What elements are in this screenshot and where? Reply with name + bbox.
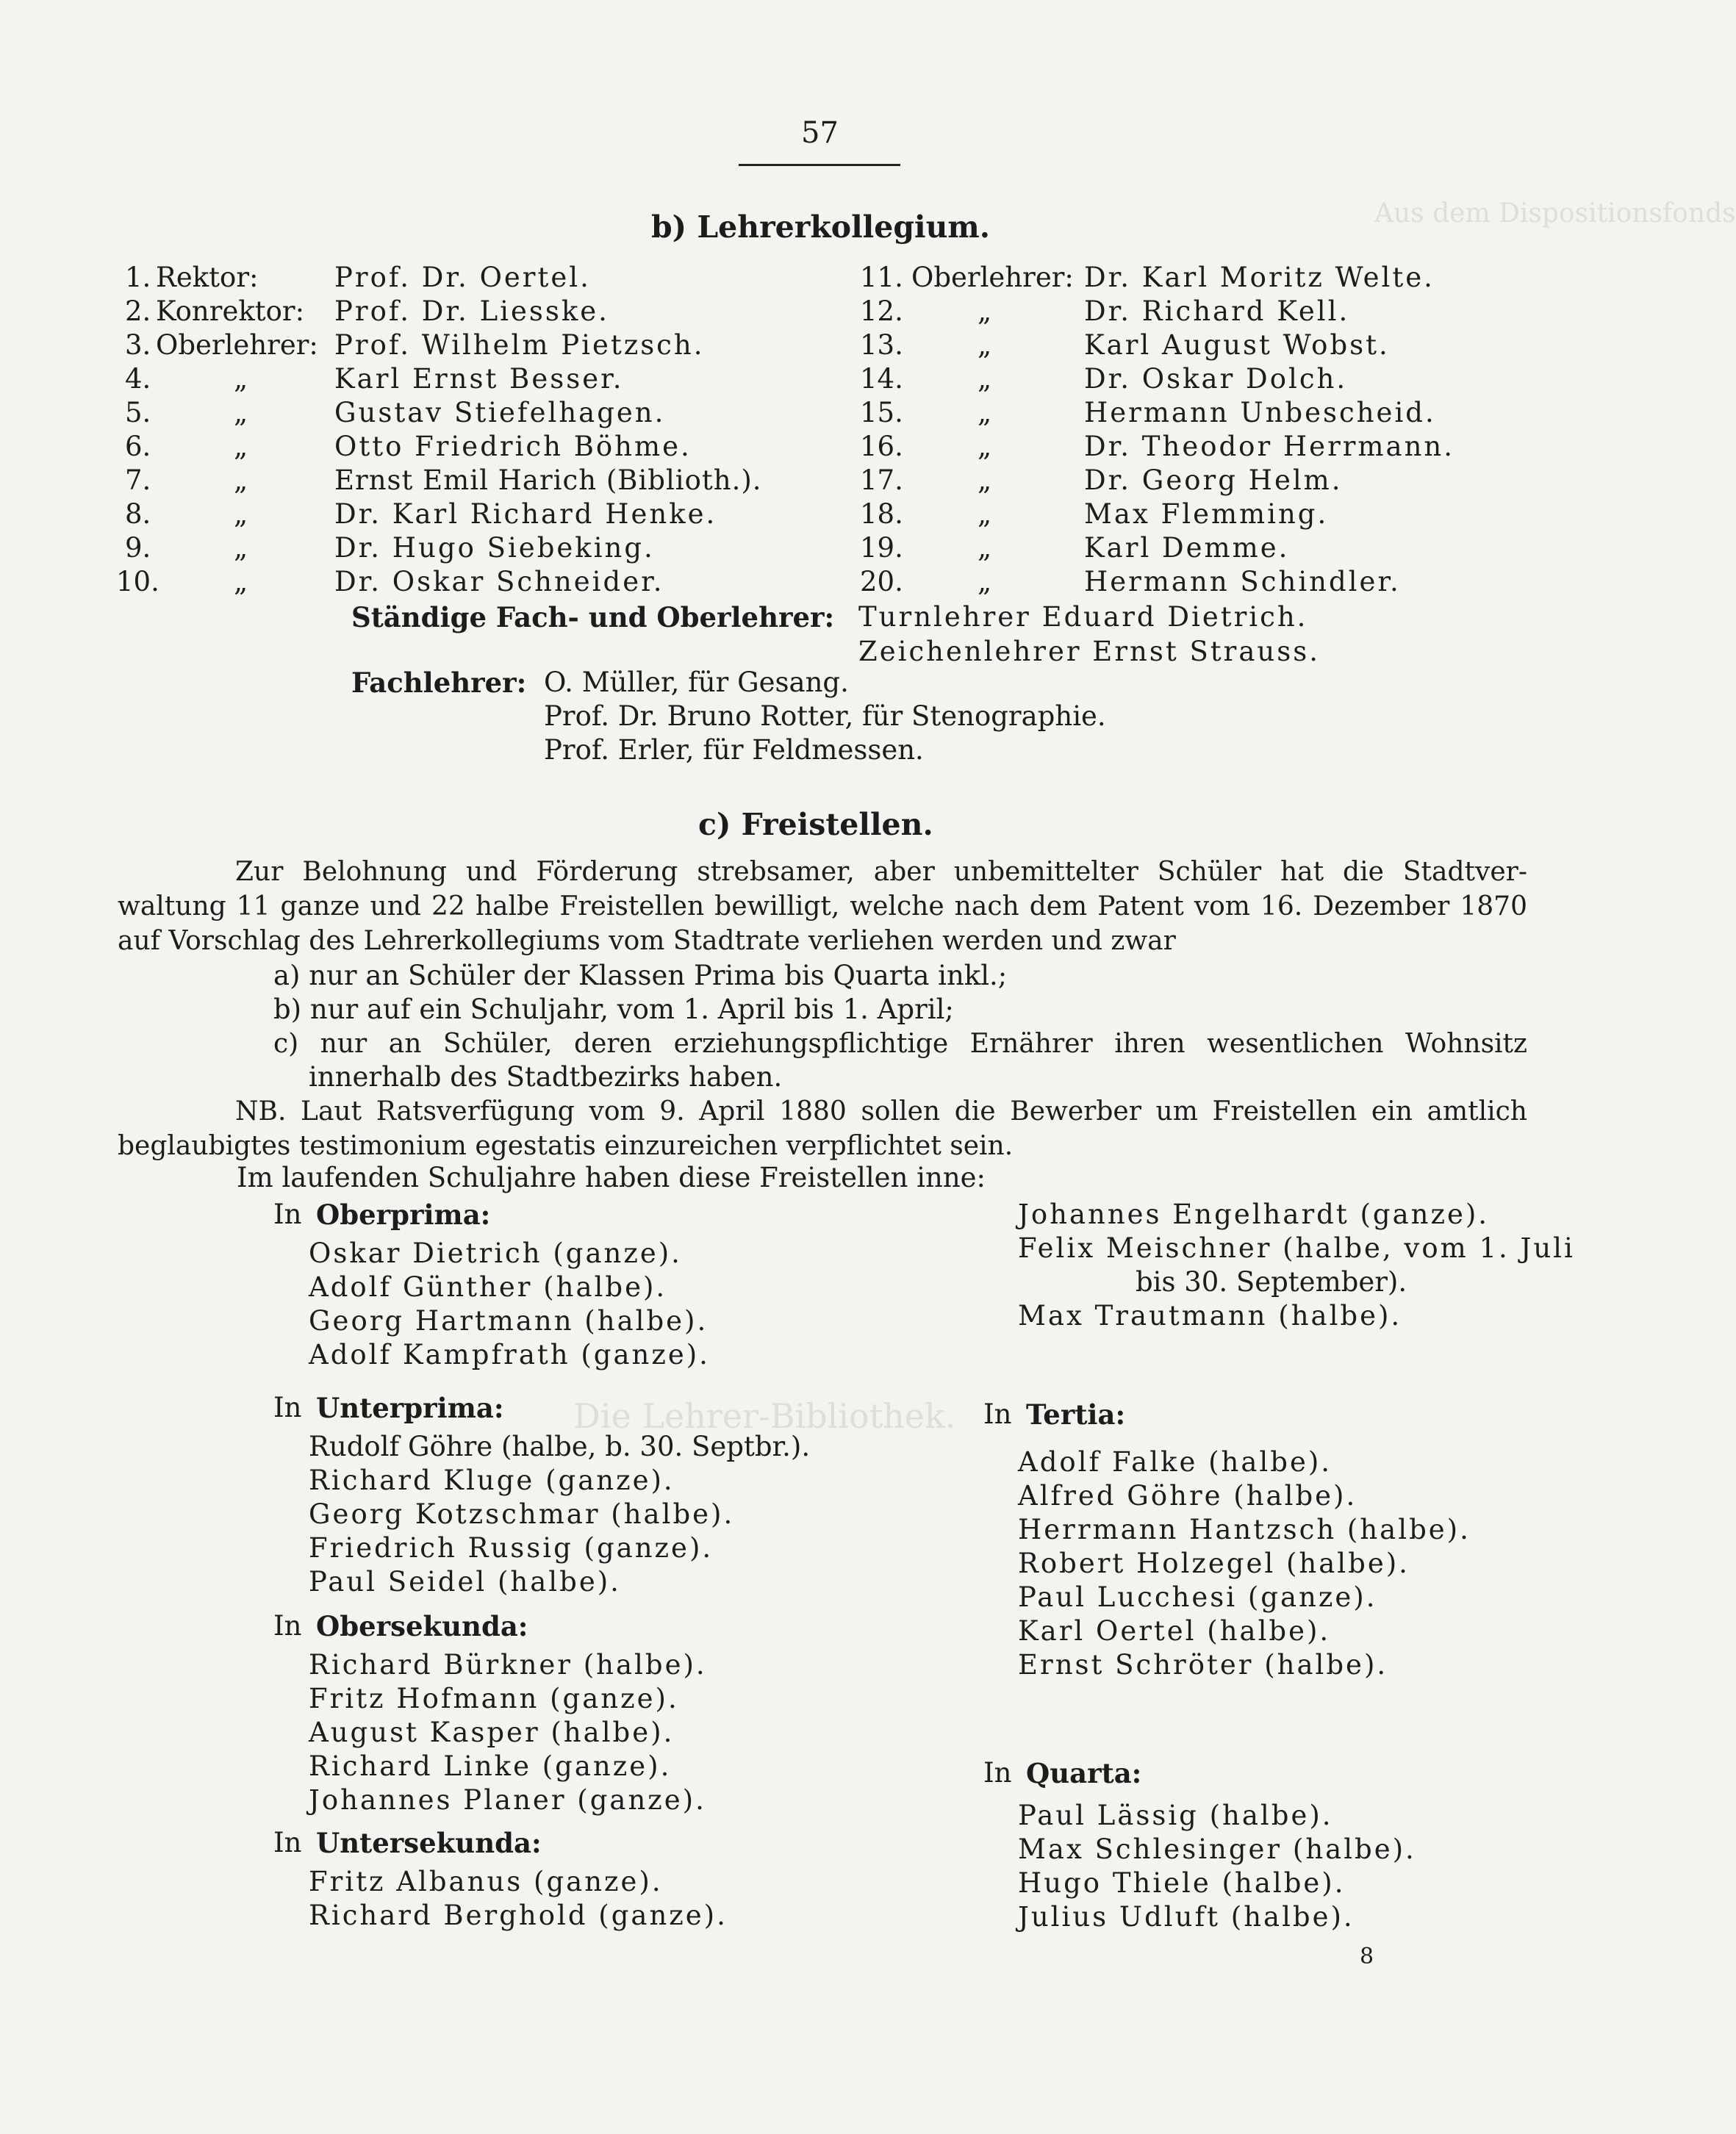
teacher-role: Rektor:: [156, 262, 259, 293]
ditto-mark: „: [978, 532, 992, 564]
condition-c: [273, 1027, 1527, 1061]
teacher-number: 18.: [860, 498, 903, 530]
student-name: Rudolf Göhre (halbe, b. 30. Septbr.).: [309, 1431, 811, 1462]
student-name: Richard Bürkner (halbe).: [309, 1649, 707, 1681]
teacher-name: Dr. Oskar Dolch.: [1084, 363, 1348, 395]
class-label: Unterprima:: [316, 1392, 504, 1424]
teacher-number: 15.: [860, 397, 903, 428]
staendige-label: Ständige Fach- und Oberlehrer:: [351, 601, 835, 633]
teacher-name: Dr. Karl Richard Henke.: [334, 498, 717, 530]
class-prefix: In: [983, 1398, 1012, 1430]
teacher-number: 16.: [860, 431, 903, 462]
ditto-mark: „: [978, 566, 992, 597]
teacher-name: Dr. Richard Kell.: [1084, 295, 1350, 327]
teacher-name: Ernst Emil Harich (Biblioth.).: [334, 464, 762, 496]
student-name: Paul Lucchesi (ganze).: [1018, 1581, 1377, 1613]
teacher-name: Gustav Stiefelhagen.: [334, 397, 666, 428]
teacher-role: Oberlehrer:: [156, 329, 318, 361]
teacher-number: 14.: [860, 363, 903, 395]
ditto-mark: „: [234, 397, 248, 428]
teacher-role: Oberlehrer:: [911, 262, 1074, 293]
ditto-mark: „: [978, 498, 992, 530]
paragraph-line: Zur Belohnung und Förderung strebsamer, aber unbemittelter Schüler hat die Stadtver-: [235, 857, 1527, 887]
teacher-number: 13.: [860, 329, 903, 361]
teacher-number: 8.: [125, 498, 151, 530]
class-label: Untersekunda:: [316, 1827, 542, 1859]
teacher-name: Karl Ernst Besser.: [334, 363, 624, 395]
class-prefix: In: [273, 1199, 302, 1230]
teacher-name: Dr. Georg Helm.: [1084, 464, 1343, 496]
teacher-name: Prof. Dr. Liesske.: [334, 295, 609, 327]
paragraph-line: auf Vorschlag des Lehrerkollegiums vom Stadtrate verliehen werden und zwar: [118, 926, 1176, 956]
student-name: Georg Hartmann (halbe).: [309, 1305, 709, 1337]
student-name: Max Trautmann (halbe).: [1018, 1300, 1402, 1332]
ditto-mark: „: [234, 532, 248, 564]
student-name: Richard Berghold (ganze).: [309, 1900, 728, 1931]
ditto-mark: „: [978, 363, 992, 395]
teacher-number: 11.: [860, 262, 903, 293]
student-name: Adolf Günther (halbe).: [309, 1271, 667, 1303]
ditto-mark: „: [978, 431, 992, 462]
student-name: Paul Lässig (halbe).: [1018, 1800, 1333, 1831]
ditto-mark: „: [234, 431, 248, 462]
student-name: Fritz Hofmann (ganze).: [309, 1683, 679, 1714]
teacher-number: 1.: [125, 262, 151, 293]
bleed-through-heading: Die Lehrer-Bibliothek.: [573, 1396, 956, 1436]
teacher-number: 20.: [860, 566, 903, 597]
teacher-number: 19.: [860, 532, 903, 564]
teacher-number: 6.: [125, 431, 151, 462]
teacher-name: Max Flemming.: [1084, 498, 1329, 530]
paragraph-line: waltung 11 ganze und 22 halbe Freistellen bewilligt, welche nach dem Patent vom 16. Dezember 1870: [118, 891, 1527, 922]
class-label: Quarta:: [1026, 1757, 1142, 1789]
condition-b: b) nur auf ein Schuljahr, vom 1. April bis 1. April;: [273, 994, 954, 1025]
freistellen-paragraph: [118, 855, 1527, 958]
teacher-number: 9.: [125, 532, 151, 564]
teacher-name: Otto Friedrich Böhme.: [334, 431, 692, 462]
class-label: Oberprima:: [316, 1199, 491, 1231]
student-name: Fritz Albanus (ganze).: [309, 1866, 663, 1897]
signature-mark: 8: [1360, 1944, 1374, 1969]
class-label: Tertia:: [1026, 1398, 1126, 1431]
class-prefix: In: [273, 1610, 302, 1642]
class-label: Obersekunda:: [316, 1610, 528, 1642]
fachlehrer-entry: O. Müller, für Gesang.: [544, 667, 849, 698]
fachlehrer-entry: Prof. Erler, für Feldmessen.: [544, 734, 924, 766]
header-rule: [739, 164, 900, 166]
fachlehrer-entry: Prof. Dr. Bruno Rotter, für Stenographie.: [544, 700, 1106, 732]
teacher-name: Karl August Wobst.: [1084, 329, 1390, 361]
section-title-lehrerkollegium: b) Lehrerkollegium.: [651, 209, 991, 245]
student-name: Johannes Planer (ganze).: [309, 1784, 706, 1816]
ditto-mark: „: [234, 464, 248, 496]
teacher-name: Dr. Karl Moritz Welte.: [1084, 262, 1435, 293]
teacher-number: 10.: [116, 566, 159, 597]
student-name: Richard Kluge (ganze).: [309, 1465, 675, 1496]
student-name: Herrmann Hantzsch (halbe).: [1018, 1514, 1471, 1545]
teacher-number: 2.: [125, 295, 151, 327]
paragraph-line: c) nur an Schüler, deren erziehungspflichtige Ernährer ihren wesentlichen Wohnsitz: [273, 1029, 1527, 1059]
ditto-mark: „: [978, 464, 992, 496]
student-name: August Kasper (halbe).: [309, 1717, 675, 1748]
condition-a: a) nur an Schüler der Klassen Prima bis Quarta inkl.;: [273, 960, 1008, 991]
teacher-name: Hermann Schindler.: [1084, 566, 1401, 597]
teacher-name: Karl Demme.: [1084, 532, 1290, 564]
student-name: Robert Holzegel (halbe).: [1018, 1548, 1410, 1579]
ditto-mark: „: [978, 329, 992, 361]
paragraph-line: beglaubigtes testimonium egestatis einzureichen verpflichtet sein.: [118, 1131, 1014, 1161]
ditto-mark: „: [978, 397, 992, 428]
teacher-name: Prof. Dr. Oertel.: [334, 262, 591, 293]
teacher-number: 5.: [125, 397, 151, 428]
ditto-mark: „: [978, 295, 992, 327]
teacher-number: 17.: [860, 464, 903, 496]
student-name: Paul Seidel (halbe).: [309, 1566, 621, 1598]
teacher-number: 3.: [125, 329, 151, 361]
paragraph-line: NB. Laut Ratsverfügung vom 9. April 1880 sollen die Bewerber um Freistellen ein amtlich: [235, 1096, 1527, 1127]
student-name: Adolf Kampfrath (ganze).: [309, 1339, 710, 1370]
ditto-mark: „: [234, 363, 248, 395]
staendige-entry: Zeichenlehrer Ernst Strauss.: [858, 636, 1320, 667]
teacher-number: 7.: [125, 464, 151, 496]
section-title-freistellen: c) Freistellen.: [698, 807, 933, 842]
student-name: Adolf Falke (halbe).: [1018, 1446, 1333, 1478]
condition-c-cont: innerhalb des Stadtbezirks haben.: [309, 1061, 783, 1093]
freistellen-intro: Im laufenden Schuljahre haben diese Freistellen inne:: [237, 1162, 986, 1193]
bleed-through-text: Aus dem Dispositionsfonds: [1374, 198, 1736, 229]
teacher-role: Konrektor:: [156, 295, 305, 327]
teacher-number: 12.: [860, 295, 903, 327]
student-name: Ernst Schröter (halbe).: [1018, 1649, 1388, 1681]
class-prefix: In: [273, 1827, 302, 1858]
student-name: Karl Oertel (halbe).: [1018, 1615, 1331, 1647]
student-name: Richard Linke (ganze).: [309, 1750, 672, 1782]
teacher-name: Dr. Hugo Siebeking.: [334, 532, 655, 564]
fachlehrer-label: Fachlehrer:: [351, 667, 527, 699]
student-name-continued: bis 30. September).: [1136, 1266, 1407, 1298]
staendige-entry: Turnlehrer Eduard Dietrich.: [858, 601, 1308, 633]
teacher-name: Prof. Wilhelm Pietzsch.: [334, 329, 705, 361]
page-number: 57: [801, 116, 839, 150]
student-name: Georg Kotzschmar (halbe).: [309, 1498, 735, 1530]
student-name: Felix Meischner (halbe, vom 1. Juli: [1018, 1232, 1575, 1264]
ditto-mark: „: [234, 566, 248, 597]
class-prefix: In: [983, 1757, 1012, 1789]
teacher-name: Dr. Theodor Herrmann.: [1084, 431, 1455, 462]
student-name: Oskar Dietrich (ganze).: [309, 1237, 682, 1269]
student-name: Max Schlesinger (halbe).: [1018, 1833, 1416, 1865]
student-name: Friedrich Russig (ganze).: [309, 1532, 714, 1564]
student-name: Johannes Engelhardt (ganze).: [1018, 1199, 1490, 1230]
student-name: Hugo Thiele (halbe).: [1018, 1867, 1346, 1899]
student-name: Alfred Göhre (halbe).: [1018, 1480, 1357, 1512]
teacher-number: 4.: [125, 363, 151, 395]
class-prefix: In: [273, 1392, 302, 1423]
teacher-name: Hermann Unbescheid.: [1084, 397, 1436, 428]
ditto-mark: „: [234, 498, 248, 530]
nb-paragraph: [118, 1094, 1527, 1163]
student-name: Julius Udluft (halbe).: [1018, 1901, 1355, 1933]
teacher-name: Dr. Oskar Schneider.: [334, 566, 664, 597]
